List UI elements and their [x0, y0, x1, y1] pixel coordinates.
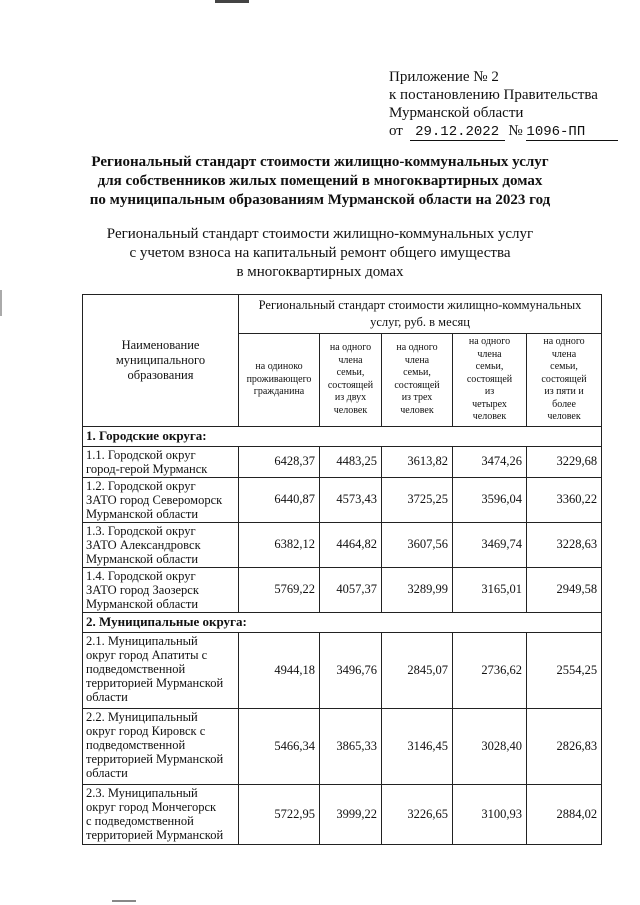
cost-value: 5769,22 [239, 567, 320, 612]
header-line: образования [127, 367, 194, 382]
cost-value: 3229,68 [527, 446, 602, 477]
household-column-header [239, 334, 320, 427]
cost-value: 3613,82 [382, 446, 453, 477]
header-line: члена [551, 348, 577, 360]
header-line: на одиноко [255, 361, 303, 372]
cost-value: 2826,83 [527, 708, 602, 784]
section-heading: 1. Городские округа: [83, 426, 602, 446]
name-line: 2.3. Муниципальный [86, 785, 198, 800]
table-caption [40, 225, 600, 282]
title-line-2: для собственников жилых помещений в многоквартирных домах [97, 173, 543, 189]
name-line: подведомственной [86, 661, 186, 676]
header-line: человек [400, 404, 434, 416]
municipality-name [83, 708, 239, 784]
household-column-header [320, 334, 382, 427]
cost-value: 2845,07 [382, 632, 453, 708]
cost-value: 3228,63 [527, 522, 602, 567]
cost-value: 6440,87 [239, 477, 320, 522]
table-row [83, 708, 602, 784]
appendix-line-3: Мурманской области [389, 105, 524, 121]
table-body [83, 426, 602, 844]
cost-value: 3865,33 [320, 708, 382, 784]
municipality-name [83, 567, 239, 612]
header-line: на одного [468, 336, 511, 347]
cost-value: 2884,02 [527, 784, 602, 844]
header-line: семьи, [550, 361, 578, 372]
header-line: состоящей [327, 379, 374, 391]
number-label: № [508, 123, 523, 139]
header-line: гражданина [253, 386, 305, 397]
standard-group-header [239, 295, 602, 334]
cost-value: 3289,99 [382, 567, 453, 612]
header-line: из пяти и [544, 386, 584, 397]
header-line: семьи, [475, 361, 504, 372]
caption-line-2: с учетом взноса на капитальный ремонт общего имущества [129, 245, 511, 261]
cost-value: 2736,62 [453, 632, 527, 708]
name-line: округ город Апатиты с [86, 647, 208, 662]
cost-value: 3725,25 [382, 477, 453, 522]
name-line: территорией Мурманской [86, 675, 224, 690]
cost-value: 6382,12 [239, 522, 320, 567]
header-line: услуг, руб. в месяц [370, 315, 470, 329]
cost-value: 2949,58 [527, 567, 602, 612]
header-line: на одного [396, 342, 438, 354]
cost-value: 4944,18 [239, 632, 320, 708]
municipality-column-header [83, 295, 239, 427]
name-line: 1.2. Городской округ [86, 478, 196, 493]
cost-value: 3596,04 [453, 477, 527, 522]
cost-value: 3469,74 [453, 522, 527, 567]
name-line: 2.2. Муниципальный [86, 709, 198, 724]
municipality-name [83, 784, 239, 844]
caption-line-3: в многоквартирных домах [236, 264, 404, 280]
left-scan-mark [0, 290, 2, 316]
header-line: на одного [329, 342, 372, 354]
appendix-line-2: к постановлению Правительства [389, 87, 598, 103]
name-line: Мурманской области [86, 596, 199, 611]
header-line: из двух [334, 392, 367, 404]
municipality-name [83, 632, 239, 708]
cost-value: 5466,34 [239, 708, 320, 784]
cost-value: 3474,26 [453, 446, 527, 477]
title-line-1: Региональный стандарт стоимости жилищно-коммунальных услуг [91, 154, 549, 170]
table-row [83, 477, 602, 522]
appendix-date-line [389, 122, 618, 141]
header-line: из трех [401, 392, 433, 404]
cost-value: 5722,95 [239, 784, 320, 844]
cost-value: 3146,45 [382, 708, 453, 784]
name-line: с подведомственной [86, 813, 194, 828]
caption-line-1: Региональный стандарт стоимости жилищно-коммунальных услуг [106, 226, 534, 242]
header-line: члена [338, 354, 363, 366]
name-line: области [86, 689, 128, 704]
table-row [83, 522, 602, 567]
cost-value: 6428,37 [239, 446, 320, 477]
cost-value: 4573,43 [320, 477, 382, 522]
header-line: из [484, 386, 495, 397]
name-line: 1.1. Городской округ [86, 447, 196, 462]
cost-value: 2554,25 [527, 632, 602, 708]
cost-value: 4483,25 [320, 446, 382, 477]
cost-value: 4057,37 [320, 567, 382, 612]
name-line: Мурманской области [86, 506, 199, 521]
cost-value: 4464,82 [320, 522, 382, 567]
header-line: семьи, [336, 367, 365, 379]
header-line: состоящей [466, 373, 513, 385]
table-row [83, 567, 602, 612]
table-row [83, 632, 602, 708]
name-line: подведомственной [86, 737, 186, 752]
header-line: состоящей [394, 379, 440, 391]
header-line: члена [477, 348, 502, 360]
header-line: на одного [543, 336, 585, 347]
header-line: человек [547, 411, 581, 422]
name-line: 2.1. Муниципальный [86, 633, 198, 648]
cost-value: 3100,93 [453, 784, 527, 844]
name-line: территорией Мурманской [86, 751, 224, 766]
appendix-line-1: Приложение № 2 [389, 69, 499, 85]
name-line: округ город Кировск с [86, 723, 206, 738]
header-line: члена [404, 354, 430, 366]
name-line: 1.3. Городской округ [86, 523, 196, 538]
name-line: территорией Мурманской [86, 827, 224, 842]
header-line: Наименование [121, 337, 200, 352]
header-line: муниципального [115, 352, 206, 367]
header-line: человек [333, 404, 368, 416]
decree-date: 29.12.2022 [410, 125, 505, 141]
header-line: проживающего [246, 373, 312, 385]
name-line: Мурманской области [86, 551, 199, 566]
cost-value: 3165,01 [453, 567, 527, 612]
name-line: 1.4. Городской округ [86, 568, 196, 583]
name-line: ЗАТО город Североморск [86, 492, 223, 507]
municipality-name [83, 477, 239, 522]
cost-value: 3496,76 [320, 632, 382, 708]
household-column-header [453, 334, 527, 427]
municipality-name [83, 446, 239, 477]
bottom-scan-mark [112, 900, 136, 902]
title-line-3: по муниципальным образованиям Мурманской области на 2023 год [89, 192, 551, 208]
header-line: состоящей [541, 373, 587, 385]
cost-value: 3999,22 [320, 784, 382, 844]
section-heading: 2. Муниципальные округа: [83, 612, 602, 632]
header-line: четырех [472, 398, 507, 410]
appendix-block [389, 68, 618, 141]
cost-value: 3028,40 [453, 708, 527, 784]
cost-value: 3226,65 [382, 784, 453, 844]
header-line: семьи, [403, 367, 431, 379]
header-line: Региональный стандарт стоимости жилищно-коммунальных [258, 298, 582, 312]
top-scan-mark [215, 0, 249, 3]
decree-number: 1096-ПП [526, 125, 618, 141]
name-line: области [86, 765, 128, 780]
document-title [40, 153, 600, 210]
header-line: человек [472, 411, 507, 422]
cost-value: 3360,22 [527, 477, 602, 522]
name-line: округ город Мончегорск [86, 799, 217, 814]
name-line: ЗАТО Александровск [86, 537, 201, 552]
municipality-name [83, 522, 239, 567]
from-label: от [389, 123, 403, 139]
household-column-header [382, 334, 453, 427]
table-row [83, 784, 602, 844]
header-line: более [552, 398, 576, 410]
standard-cost-table [82, 294, 602, 845]
cost-value: 3607,56 [382, 522, 453, 567]
table-row [83, 446, 602, 477]
household-column-header [527, 334, 602, 427]
name-line: город-герой Мурманск [86, 461, 208, 476]
name-line: ЗАТО город Заозерск [86, 582, 199, 597]
